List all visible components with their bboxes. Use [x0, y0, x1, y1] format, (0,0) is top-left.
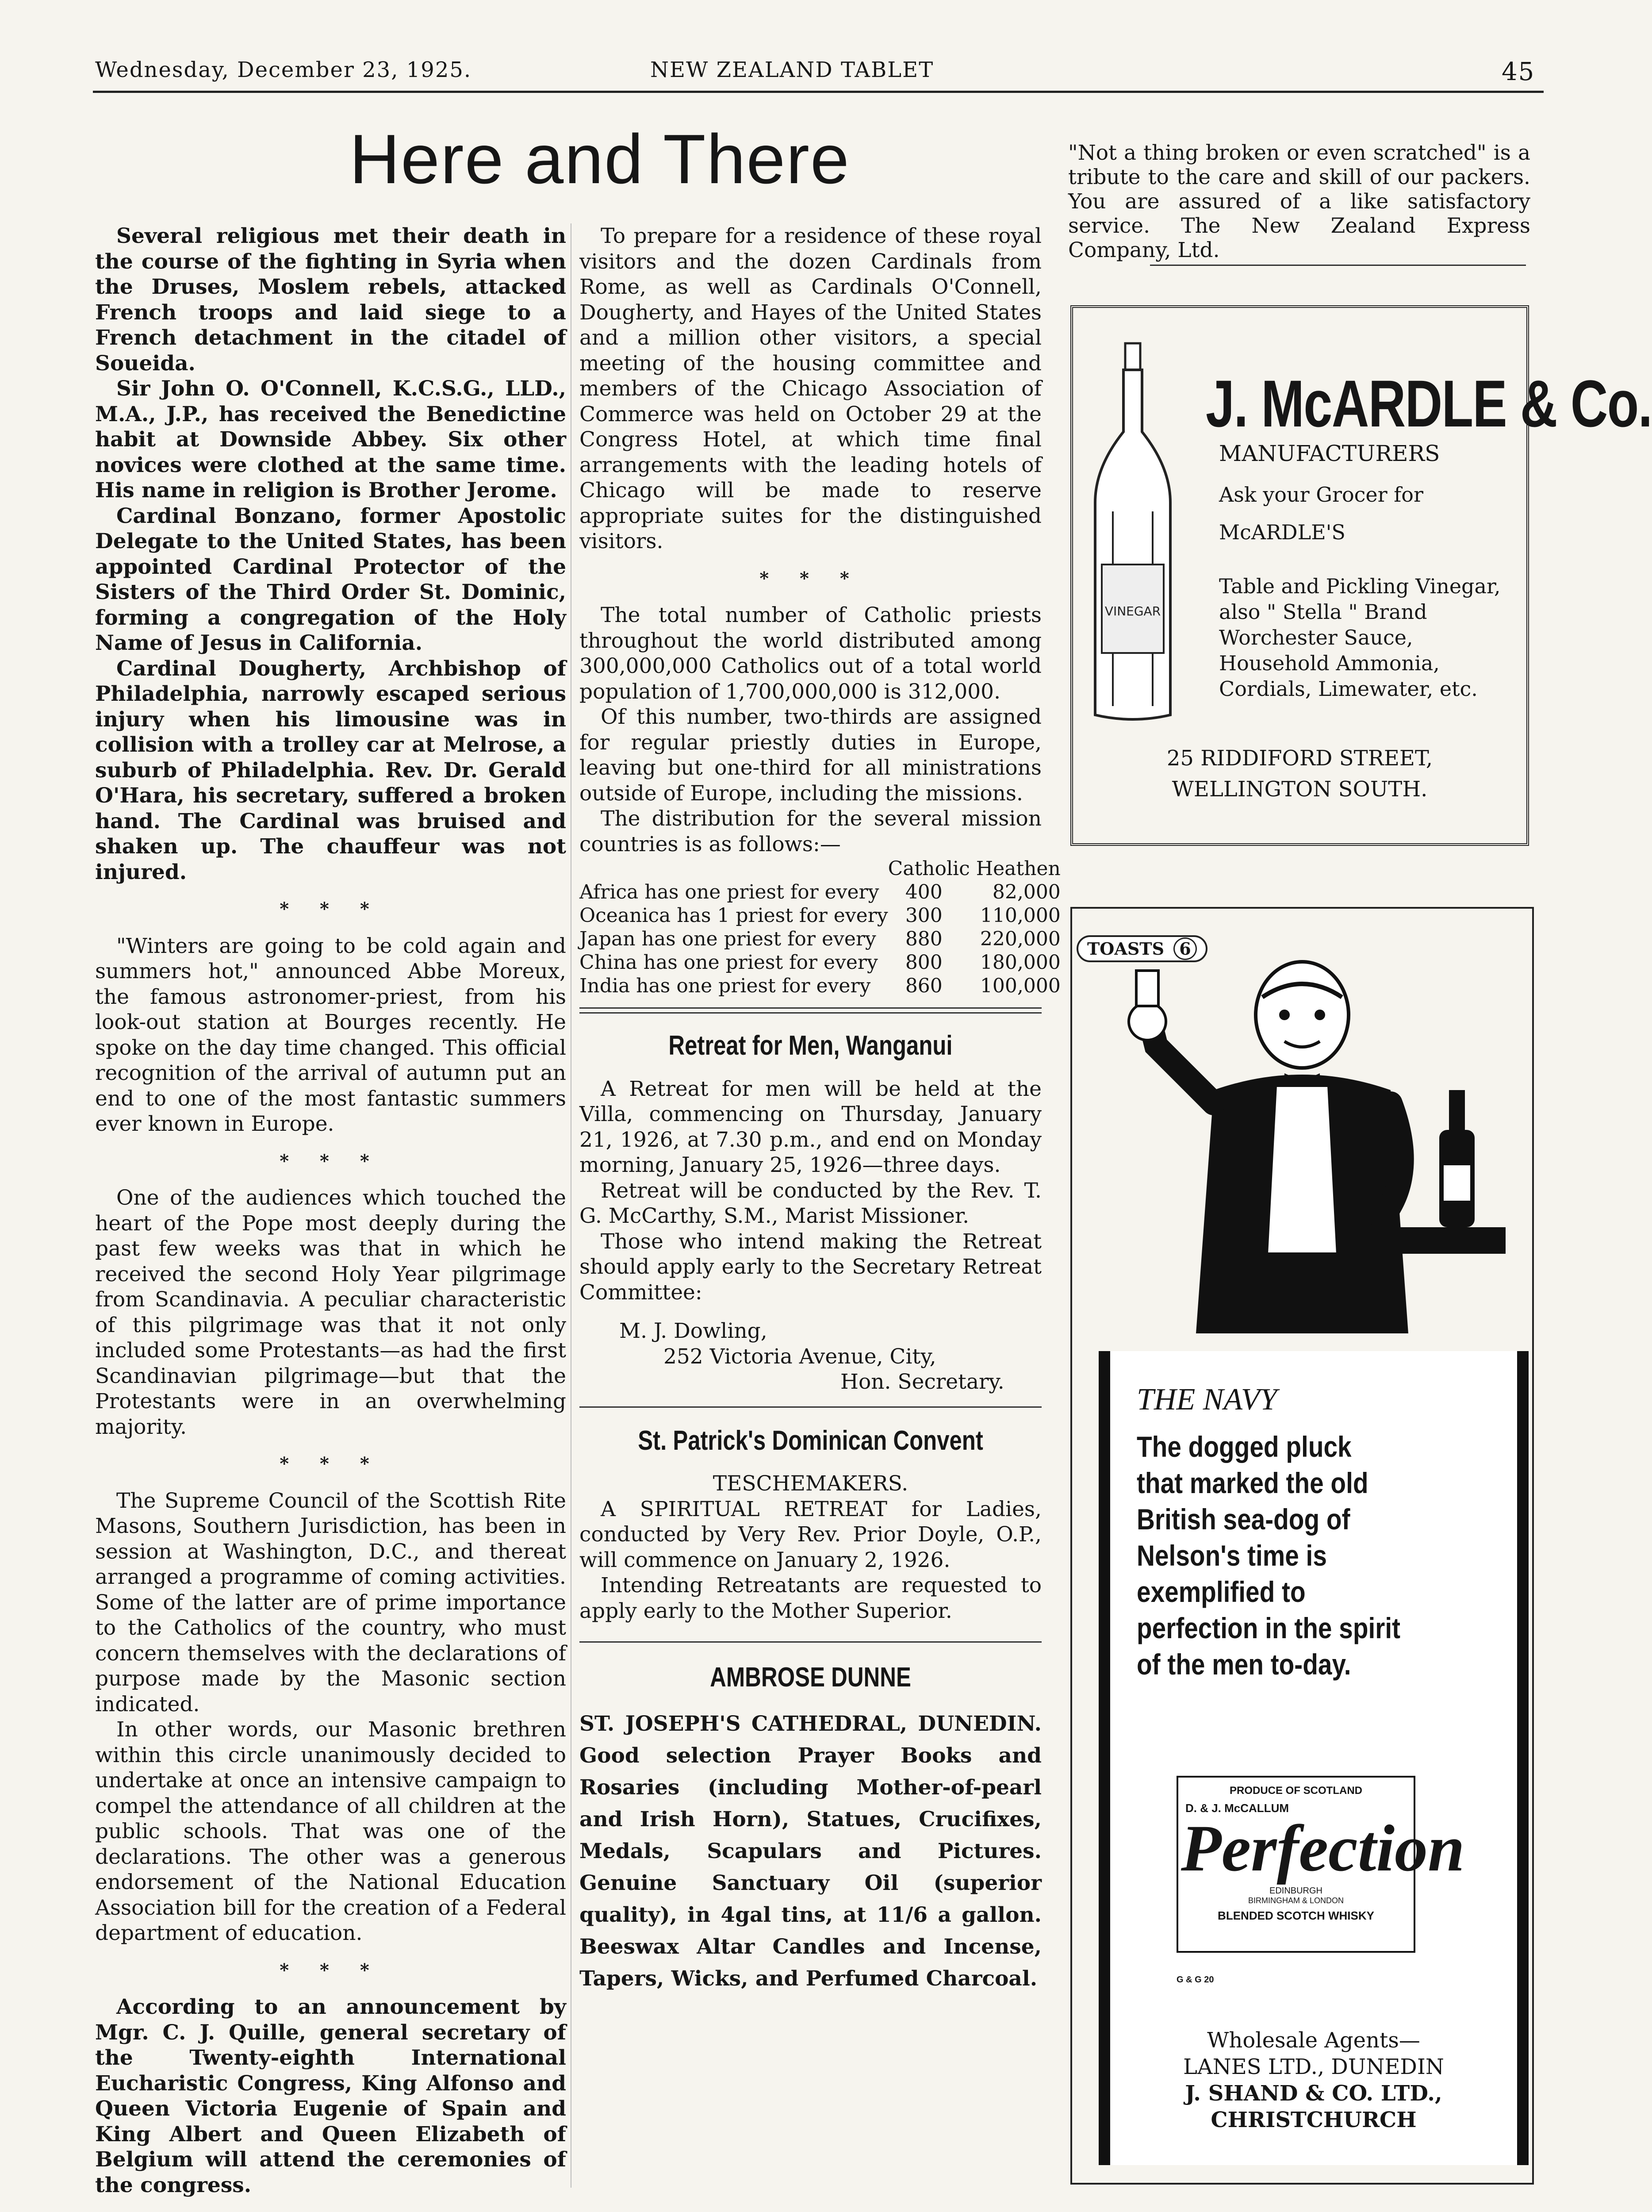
table-header-row: [579, 857, 1061, 880]
ad-code: G & G 20: [1177, 1975, 1214, 1985]
mcardle-ask: Ask your Grocer for: [1219, 483, 1423, 507]
agents-line-3: J. SHAND & CO. LTD.,: [1185, 2081, 1442, 2106]
article-paragraph: "Winters are going to be cold again and summers hot," announced Abbe Moreux, the famous astronomer-priest, from his look-out station at Bourges recently. He spoke on the day time changed. This official recognition of the arrival of autumn put an end to one of the most fantastic summers ever known in Europe.: [95, 933, 566, 1136]
retreat-signature-title: Hon. Secretary.: [840, 1370, 1004, 1394]
table-row: [579, 904, 1061, 927]
separator-stars: * * *: [280, 1959, 382, 1981]
retreat-paragraph: Those who intend making the Retreat should apply early to the Secretary Retreat Committee:: [579, 1229, 1042, 1305]
row-heathen: 110,000: [980, 904, 1061, 927]
whisky-brand-logo: Perfection: [1181, 1812, 1465, 1885]
row-heathen: 82,000: [992, 881, 1061, 903]
header-rule: [93, 91, 1544, 93]
row-label: Oceanica has 1 priest for every: [579, 904, 888, 927]
produce-of-scotland: PRODUCE OF SCOTLAND: [1230, 1785, 1362, 1797]
article-paragraph: One of the audiences which touched the heart of the Pope most deeply during the past few weeks was that in which he received the second Holy Year pilgrimage from Scandinavia. A peculiar characteristic of this pilgrimage was that it not only included some Protestants—as had the first Scandinavian pilgrimage—but that the Protestants were in an overwhelming majority.: [95, 1186, 566, 1439]
retreat-paragraph: A Retreat for men will be held at the Villa, commencing on Thursday, January 21, 1926, at 7.30 p.m., and end on Monday morning, January 25, 1926—three days.: [579, 1076, 1042, 1177]
whisky-cities-2: BIRMINGHAM & LONDON: [1248, 1896, 1344, 1905]
masthead: NEW ZEALAND TABLET: [650, 58, 934, 82]
navy-text: The dogged pluck that marked the old British sea-dog of Nelson's time is exemplified to perfection in the spirit of the men to-day.: [1137, 1430, 1401, 1681]
agents-line-2: LANES LTD., DUNEDIN: [1183, 2055, 1444, 2079]
article-paragraph: Of this number, two-thirds are assigned for regular priestly duties in Europe, leaving but one-third for all ministrations outside of Europe, including the missions.: [579, 705, 1042, 806]
left-column: [95, 223, 566, 2198]
row-catholic: 880: [905, 928, 943, 950]
toasts-label: TOASTS: [1087, 939, 1165, 959]
notice-rule: [1150, 265, 1526, 266]
section-divider: [579, 1641, 1042, 1643]
section-divider: [579, 1007, 1042, 1014]
mcardle-address-2: WELLINGTON SOUTH.: [1172, 777, 1428, 802]
article-paragraph: Cardinal Dougherty, Archbishop of Philadelphia, narrowly escaped serious injury when his limousine was in collision with a trolley car at Melrose, a suburb of Philadelphia. Rev. Dr. Gerald O'Hara, his secretary, suffered a broken hand. The Cardinal was bruised and shaken up. The chauffeur was not injured.: [95, 656, 566, 884]
table-row: [579, 974, 1061, 998]
section-title: Here and There: [349, 120, 850, 198]
col-heathen-header: Heathen: [976, 857, 1061, 880]
whisky-maker: D. & J. McCALLUM: [1185, 1801, 1289, 1815]
convent-paragraph: Intending Retreatants are requested to apply early to the Mother Superior.: [579, 1573, 1042, 1623]
row-heathen: 180,000: [980, 951, 1061, 974]
table-row: [579, 880, 1061, 904]
mcardle-name: J. McARDLE & Co.: [1206, 366, 1652, 441]
separator-stars: * * *: [280, 899, 382, 919]
article-paragraph: Sir John O. O'Connell, K.C.S.G., LLD., M.A., J.P., has received the Benedictine habit at Downside Abbey. Six other novices were clothed at the same time. His name in religion is Brother Jerome.: [95, 376, 566, 503]
row-label: China has one priest for every: [579, 951, 878, 974]
table-row: [579, 951, 1061, 974]
agents-line-4: CHRISTCHURCH: [1211, 2108, 1417, 2132]
middle-column: [579, 223, 1061, 1995]
page-number: 45: [1502, 58, 1535, 86]
mcardle-ad: [1070, 305, 1652, 846]
row-heathen: 100,000: [980, 975, 1061, 997]
table-row: [579, 927, 1061, 951]
article-paragraph: The distribution for the several mission countries is as follows:—: [579, 806, 1042, 856]
blended-scotch: BLENDED SCOTCH WHISKY: [1218, 1909, 1374, 1922]
whisky-label: [1177, 1776, 1465, 1953]
navy-panel: [1099, 1351, 1529, 2165]
article-paragraph: The Supreme Council of the Scottish Rite Masons, Southern Jurisdiction, has been in session at Washington, D.C., and thereat arranged a programme of coming activities. Some of the latter are of prime importance to the Catholics of the country, who must concern themselves with the declarations of purpose made by the Masonic section indicated.: [95, 1488, 566, 1717]
separator-stars: * * *: [280, 1453, 382, 1474]
mcardle-manufacturers: MANUFACTURERS: [1219, 441, 1440, 466]
article-paragraph: To prepare for a residence of these royal visitors and the dozen Cardinals from Rome, as well as Cardinals O'Connell, Dougherty, and Hayes of the United States and a million other visitors, a special meeting of the housing committee and members of the Chicago Association of Commerce was held on October 29 at the Congress Hotel, at which time final arrangements with the leading hotels of Chicago will be made to reserve appropriate suites for the distinguished visitors.: [579, 224, 1042, 553]
retreat-signature-address: 252 Victoria Avenue, City,: [663, 1344, 936, 1369]
priest-distribution-table: [579, 857, 1061, 998]
express-notice: "Not a thing broken or even scratched" is a tribute to the care and skill of our packers. You are assured of a like satisfactory service. The New Zealand Express Company, Ltd.: [1068, 141, 1530, 262]
row-heathen: 220,000: [980, 928, 1061, 950]
convent-heading: St. Patrick's Dominican Convent: [638, 1425, 983, 1456]
retreat-heading: Retreat for Men, Wanganui: [668, 1030, 953, 1061]
toasts-number: 6: [1173, 937, 1196, 960]
retreat-paragraph: Retreat will be conducted by the Rev. T. G. McCarthy, S.M., Marist Missioner.: [579, 1178, 1042, 1228]
separator-stars: * * *: [280, 1150, 382, 1171]
article-paragraph: According to an announcement by Mgr. C. J. Quille, general secretary of the Twenty-eighth International Eucharistic Congress, King Alfonso and Queen Victoria Eugenie of Spain and King Albert and Queen Elizabeth of Belgium will attend the ceremonies of the congress.: [95, 1995, 566, 2197]
whisky-cities-1: EDINBURGH: [1269, 1886, 1322, 1896]
row-catholic: 800: [905, 951, 943, 974]
article-paragraph: In other words, our Masonic brethren within this circle unanimously decided to undertake at once an intensive campaign to compel the attendance of all children at the public schools. That was one of the declarations. The other was a generous endorsement of the National Education Association bill for the creation of a Federal department of education.: [95, 1717, 566, 1945]
row-catholic: 300: [905, 904, 943, 927]
convent-paragraph: A SPIRITUAL RETREAT for Ladies, conducted by Very Rev. Prior Doyle, O.P., will commence on January 2, 1926.: [579, 1497, 1042, 1572]
row-catholic: 860: [905, 975, 943, 997]
row-label: Africa has one priest for every: [579, 881, 879, 903]
bottle-label: VINEGAR: [1104, 604, 1161, 618]
gentleman-toasting-illustration: [1099, 944, 1506, 1333]
ambrose-heading: AMBROSE DUNNE: [710, 1662, 911, 1693]
whisky-ad: [1070, 907, 1534, 2185]
row-catholic: 400: [905, 881, 943, 903]
mcardle-products: Table and Pickling Vinegar, also " Stella " Brand Worchester Sauce, Household Ammonia, Cordials, Limewater, etc.: [1219, 574, 1501, 701]
retreat-signature-name: M. J. Dowling,: [619, 1319, 767, 1343]
row-label: Japan has one priest for every: [579, 928, 876, 950]
section-divider: [579, 1406, 1042, 1408]
mcardle-address-1: 25 RIDDIFORD STREET,: [1166, 746, 1433, 771]
vinegar-bottle-icon: [1086, 343, 1179, 724]
col-catholic-header: Catholic: [888, 857, 970, 880]
article-paragraph: Several religious met their death in the course of the fighting in Syria when the Druses, Moslem rebels, attacked French troops and laid siege to a French detachment in the citadel of Soueida.: [95, 224, 566, 376]
mcardle-brand: McARDLE'S: [1219, 520, 1345, 544]
article-paragraph: Cardinal Bonzano, former Apostolic Delegate to the United States, has been appointed Cardinal Protector of the Sisters of the Third Order St. Dominic, forming a congregation of the Holy Name of Jesus in California.: [95, 503, 566, 655]
article-paragraph: The total number of Catholic priests throughout the world distributed among 300,000,000 Catholics out of a total world population of 1,700,000,000 is 312,000.: [579, 603, 1042, 704]
row-label: India has one priest for every: [579, 975, 871, 997]
issue-date: Wednesday, December 23, 1925.: [95, 58, 472, 82]
agents-line-1: Wholesale Agents—: [1207, 2028, 1420, 2053]
navy-title: THE NAVY: [1137, 1382, 1277, 1417]
separator-stars: * * *: [759, 568, 862, 589]
ambrose-paragraph: ST. JOSEPH'S CATHEDRAL, DUNEDIN. Good selection Prayer Books and Rosaries (including Mother-of-pearl and Irish Horn), Statues, Crucifixes, Medals, Scapulars and Pictures. Genuine Sanctuary Oil (superior quality), in 4gal tins, at 11/6 a gallon. Beeswax Altar Candles and Incense, Tapers, Wicks, and Perfumed Charcoal.: [579, 1711, 1042, 1991]
convent-subtitle: TESCHEMAKERS.: [713, 1471, 908, 1496]
